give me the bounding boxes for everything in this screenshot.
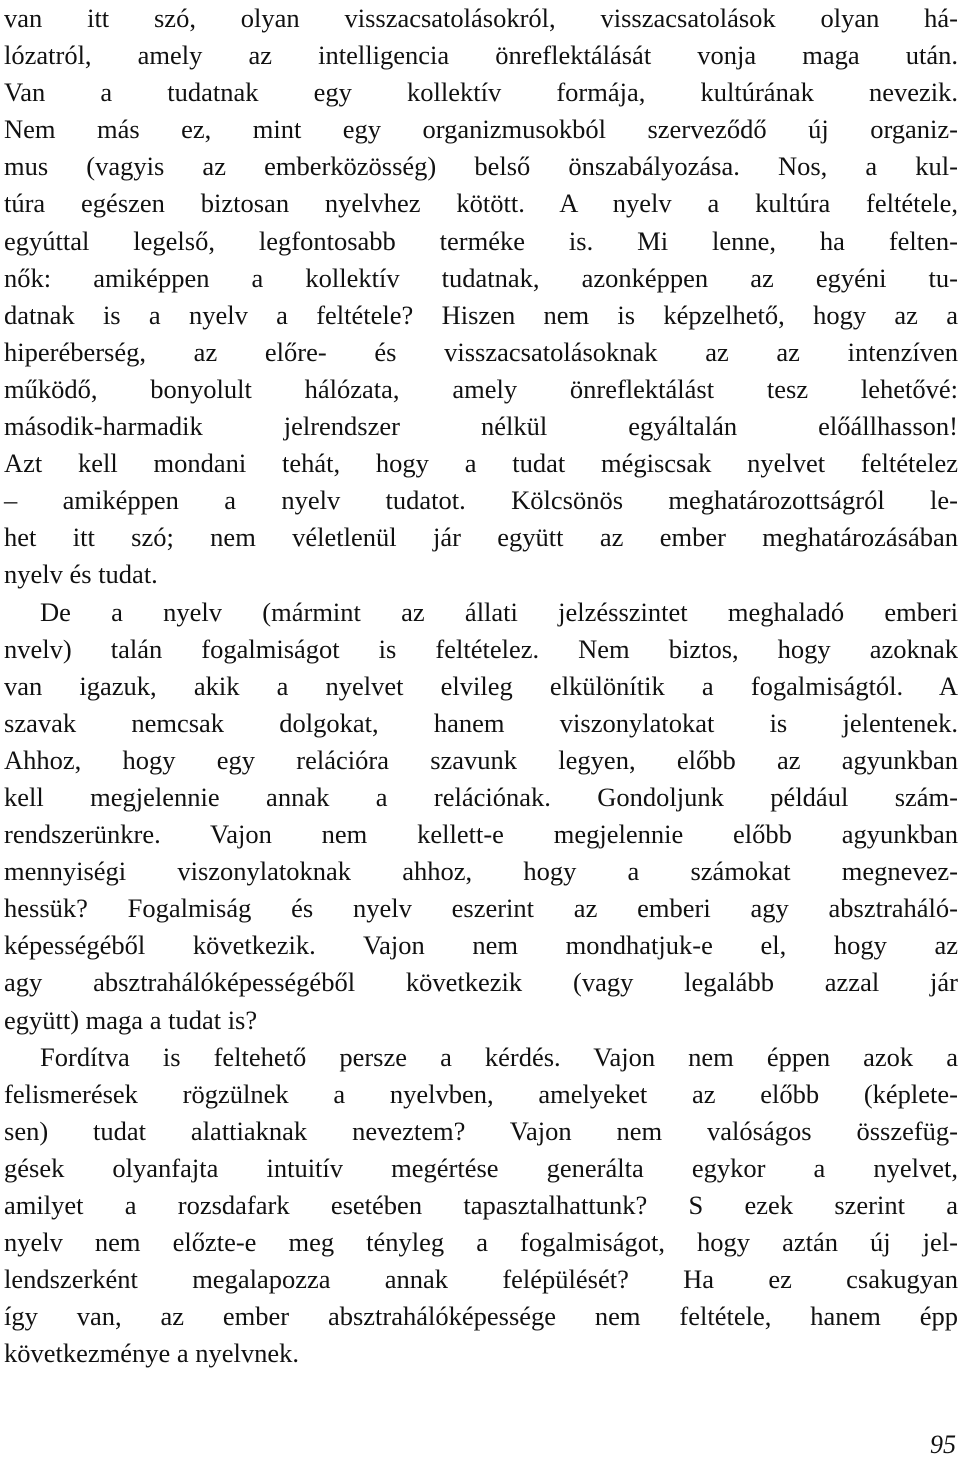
text-line: képességéből következik. Vajon nem mondhatjuk-e el, hogy az [4, 930, 958, 961]
text-line: Azt kell mondani tehát, hogy a tudat mégiscsak nyelvet feltételez [4, 448, 958, 479]
text-line: nvelv) talán fogalmiságot is feltételez. Nem biztos, hogy azoknak [4, 633, 958, 664]
text-line: felismerések rögzülnek a nyelvben, amelyeket az előbb (képlete- [4, 1078, 958, 1109]
text-line: együtt) maga a tudat is? [4, 1004, 258, 1035]
text-line: van igazuk, akik a nyelvet elvileg elkülönítik a fogalmiságtól. A [4, 670, 958, 701]
text-line: hiperéberség, az előre- és visszacsatolásoknak az az intenzíven [4, 336, 958, 367]
text-line: amilyet a rozsdafark esetében tapasztalhattunk? S ezek szerint a [4, 1190, 958, 1220]
text-line: működő, bonyolult hálózata, amely önreflektálást tesz lehetővé: [4, 373, 958, 404]
text-line: mus (vagyis az emberközösség) belső önszabályozása. Nos, a kul- [4, 151, 958, 182]
text-line: sen) tudat alattiaknak neveztem? Vajon nem valóságos összefüg- [4, 1115, 958, 1146]
text-line: túra egészen biztosan nyelvhez kötött. A nyelv a kultúra feltétele, [4, 188, 958, 219]
text-line: Van a tudatnak egy kollektív formája, kultúrának nevezik. [4, 77, 958, 108]
text-line: van itt szó, olyan visszacsatolásokról, visszacsatolások olyan há- [4, 3, 958, 33]
text-line: het itt szó; nem véletlenül jár együtt az ember meghatározásában [4, 522, 958, 553]
text-line: nők: amiképpen a kollektív tudatnak, azonképpen az egyéni tu- [4, 262, 958, 293]
text-line: mennyiségi viszonylatoknak ahhoz, hogy a számokat megnevez- [4, 856, 958, 887]
text-line: így van, az ember absztrahálóképessége nem feltétele, hanem épp [4, 1301, 958, 1332]
text-line: datnak is a nyelv a feltétele? Hiszen nem is képzelhető, hogy az a [4, 299, 958, 330]
page-number: 95 [930, 1430, 956, 1459]
text-line: Nem más ez, mint egy organizmusokból szerveződő új organiz- [4, 114, 958, 145]
text-line: egyúttal legelső, legfontosabb terméke is. Mi lenne, ha felten- [4, 225, 958, 256]
text-line: agy absztrahálóképességéből következik (vagy legalább azzal jár [4, 967, 958, 998]
text-line: Ahhoz, hogy egy relációra szavunk legyen, előbb az agyunkban [4, 744, 958, 775]
text-line: kell megjelennie annak a relációnak. Gondoljunk például szám- [4, 781, 958, 812]
text-line: Fordítva is feltehető persze a kérdés. Vajon nem éppen azok a [40, 1041, 958, 1072]
text-line: rendszerünkre. Vajon nem kellett-e megjelennie előbb agyunkban [4, 819, 958, 850]
text-line: szavak nemcsak dolgokat, hanem viszonylatokat is jelentenek. [4, 707, 958, 738]
text-line: De a nyelv (mármint az állati jelzésszintet meghaladó emberi [40, 596, 958, 627]
document-body [4, 0, 958, 1372]
text-line: lózatról, amely az intelligencia önreflektálását vonja maga után. [4, 40, 958, 71]
text-line: második-harmadik jelrendszer nélkül egyáltalán előállhasson! [4, 411, 958, 442]
text-line: hessük? Fogalmiság és nyelv eszerint az emberi agy absztraháló- [4, 893, 958, 924]
text-line: lendszerként megalapozza annak felépülését? Ha ez csakugyan [4, 1264, 958, 1295]
text-line: – amiképpen a nyelv tudatot. Kölcsönös meghatározottságról le- [4, 485, 958, 516]
text-line: gések olyanfajta intuitív megértése generálta egykor a nyelvet, [4, 1152, 958, 1183]
text-line: következménye a nyelvnek. [4, 1338, 300, 1369]
text-line: nyelv nem előzte-e meg tényleg a fogalmiságot, hogy aztán új jel- [4, 1227, 958, 1258]
text-line: nyelv és tudat. [4, 559, 158, 590]
